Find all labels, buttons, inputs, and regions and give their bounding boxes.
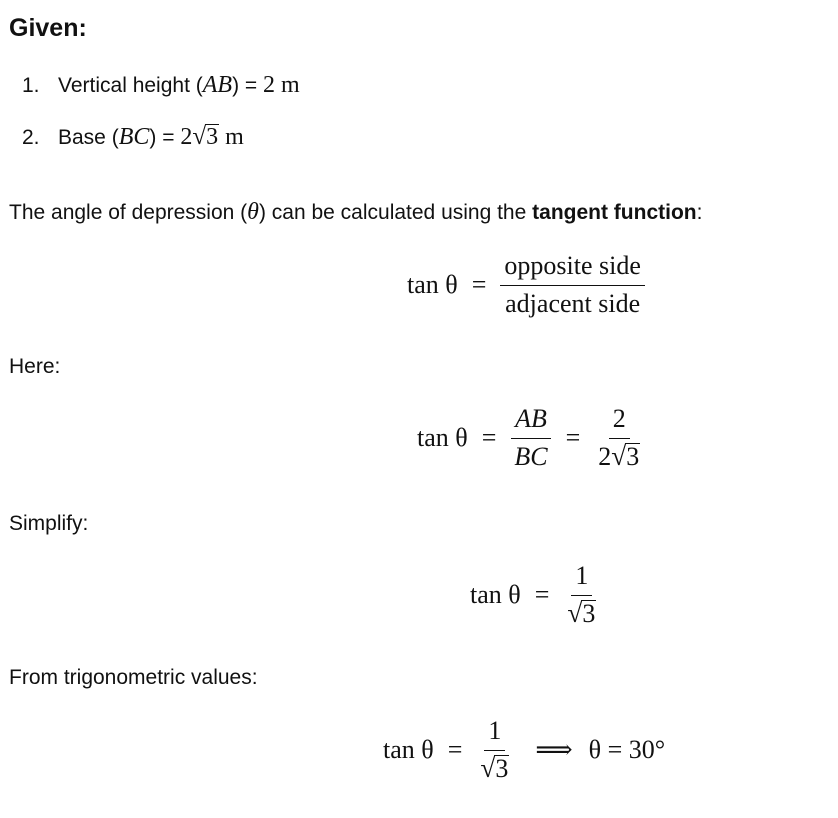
eq-equals: = [565, 423, 581, 453]
item-label: Base ( [58, 126, 119, 149]
intro-text: The angle of depression ( [9, 201, 248, 224]
fraction [563, 562, 600, 628]
item-label: Vertical height ( [58, 74, 203, 97]
sqrt-symbol: √ 3 [192, 123, 219, 151]
denominator [594, 439, 644, 472]
intro-text: ) can be calculated using the [258, 201, 533, 224]
denominator [476, 751, 513, 784]
radicand: 3 [495, 753, 509, 783]
equation-substitution [417, 405, 644, 471]
numerator: AB [511, 405, 551, 439]
numerator: 2 [609, 405, 630, 439]
fraction [476, 717, 513, 783]
symbol-ab: AB [202, 72, 233, 98]
intro-text: : [696, 201, 703, 224]
numerator: 1 [571, 562, 592, 596]
denominator: BC [514, 441, 548, 471]
implies-arrow: ⟹ [535, 735, 573, 765]
item-close: ) = [232, 74, 264, 97]
sqrt-symbol: √ 3 [567, 597, 596, 628]
eq-equals: = [534, 580, 550, 610]
list-item-vertical-height [22, 72, 300, 99]
equation-result [383, 717, 665, 783]
numerator: opposite side [500, 252, 645, 286]
trig-values-label: From trigonometric values: [9, 666, 258, 689]
fraction-ab-bc [510, 405, 551, 471]
eq-lhs: tan θ [470, 580, 521, 610]
coefficient: 2 [598, 441, 612, 471]
eq-lhs: tan θ [407, 270, 458, 300]
equation-tangent-definition [407, 252, 645, 318]
item-close: ) = [149, 126, 181, 149]
eq-equals: = [481, 423, 497, 453]
eq-lhs: tan θ [417, 423, 468, 453]
eq-result: θ = 30° [588, 735, 666, 765]
radicand: 3 [582, 598, 596, 628]
list-item-base [22, 124, 244, 151]
given-heading: Given: [9, 14, 87, 42]
eq-equals: = [447, 735, 463, 765]
fraction-numeric [594, 405, 644, 471]
numerator: 1 [484, 717, 505, 751]
theta-symbol: θ [247, 199, 259, 225]
intro-paragraph [9, 199, 702, 226]
denominator [563, 596, 600, 629]
equation-simplified [470, 562, 600, 628]
denominator: adjacent side [505, 288, 641, 318]
list-number: 1. [22, 74, 40, 97]
item-coefficient: 2 [180, 124, 193, 150]
tangent-function-bold: tangent function [532, 201, 697, 224]
sqrt-symbol: √ 3 [611, 440, 640, 471]
fraction [500, 252, 645, 318]
item-value: 2 [263, 72, 276, 98]
eq-equals: = [471, 270, 487, 300]
item-unit: m [225, 124, 244, 150]
eq-lhs: tan θ [383, 735, 434, 765]
radicand: 3 [206, 124, 219, 151]
radicand: 3 [626, 441, 640, 471]
list-number: 2. [22, 126, 40, 149]
simplify-label: Simplify: [9, 512, 89, 535]
item-unit: m [281, 72, 300, 98]
here-label: Here: [9, 355, 61, 378]
sqrt-symbol: √ 3 [480, 752, 509, 783]
symbol-bc: BC [118, 124, 150, 150]
